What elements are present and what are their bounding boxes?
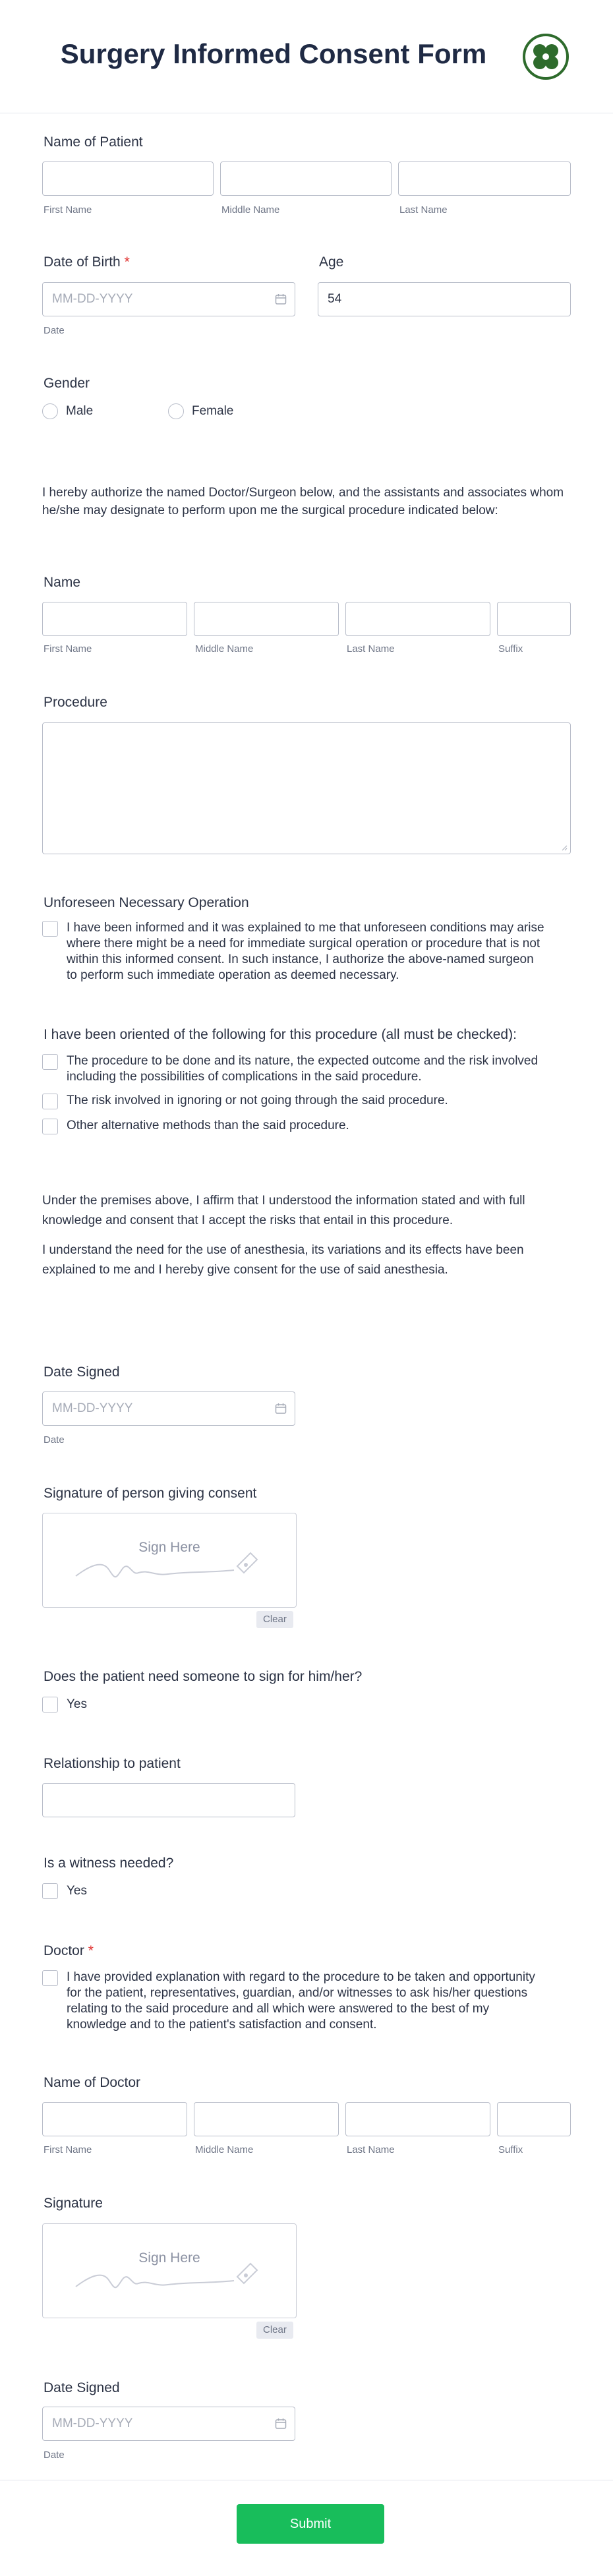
unforeseen-line: to perform such immediate operation as deemed necessary. [67,968,399,982]
form-header [0,0,613,113]
required-mark: * [88,1943,94,1958]
gender-male-radio[interactable] [42,403,58,419]
doctor-name-label: Name of Doctor [44,2075,141,2090]
age-label: Age [319,254,344,270]
calendar-icon[interactable] [275,2418,287,2430]
oriented-checkbox-3[interactable] [42,1119,58,1134]
unforeseen-text[interactable] [67,920,574,983]
witness-yes-checkbox[interactable] [42,1883,58,1899]
patient-first-name-input[interactable] [42,161,214,196]
patient-last-name-input[interactable] [398,161,571,196]
dob-label-text: Date of Birth [44,254,121,270]
date-signed-input[interactable] [42,1391,295,1426]
premises-line: explained to me and I hereby give consent for the use of said anesthesia. [42,1263,448,1277]
doctor-first-name-input[interactable] [42,2102,187,2136]
patient-last-name-sublabel: Last Name [399,204,448,216]
gender-male-label[interactable]: Male [66,404,94,418]
surgeon-last-name-sublabel: Last Name [347,643,395,655]
doctor-line: I have provided explanation with regard to the procedure to be taken and opportunity [67,1970,535,1984]
oriented-item-3[interactable]: Other alternative methods than the said procedure. [67,1119,349,1132]
doctor-last-name-sublabel: Last Name [347,2144,395,2155]
dob-input[interactable] [42,282,295,316]
witness-label: Is a witness needed? [44,1856,174,1871]
signature-consent-clear-button[interactable]: Clear [256,1611,293,1628]
surgeon-last-name-input[interactable] [345,602,490,636]
surgeon-suffix-sublabel: Suffix [498,643,523,655]
authorize-text: I hereby authorize the named Doctor/Surgeon below, and the assistants and associates whom he/she may designate to perform upon me the surgical procedure indicated below: [42,486,564,517]
patient-first-name-sublabel: First Name [44,204,92,216]
patient-name-label: Name of Patient [44,134,143,150]
need-someone-label: Does the patient need someone to sign for him/her? [44,1669,363,1684]
doctor-middle-name-sublabel: Middle Name [195,2144,254,2155]
oriented-item-line: including the possibilities of complications in the said procedure. [67,1070,422,1084]
doctor-last-name-input[interactable] [345,2102,490,2136]
oriented-item-line: The procedure to be done and its nature, the expected outcome and the risk involved [67,1054,539,1068]
doctor-suffix-sublabel: Suffix [498,2144,523,2155]
signature-consent-pad[interactable] [42,1513,297,1608]
signature-squiggle-icon [69,2250,274,2297]
gender-label: Gender [44,376,90,391]
oriented-item-2[interactable]: The risk involved in ignoring or not going through the said procedure. [67,1094,448,1107]
clover-logo-icon [522,33,569,80]
dob-sublabel: Date [44,325,65,336]
premises-line: knowledge and consent that I accept the risks that entail in this procedure. [42,1214,453,1227]
surgeon-first-name-input[interactable] [42,602,187,636]
signature-doctor-label: Signature [44,2196,103,2211]
oriented-item-1[interactable] [67,1053,574,1085]
doctor-statement[interactable] [67,1970,574,2033]
surgeon-name-label: Name [44,575,81,590]
need-someone-yes-checkbox[interactable] [42,1697,58,1712]
signature-doctor-clear-button[interactable]: Clear [256,2322,293,2339]
date-signed-sublabel: Date [44,1434,65,1446]
doctor-label-text: Doctor [44,1943,84,1958]
relationship-input[interactable] [42,1783,295,1817]
resize-handle-icon[interactable] [561,844,568,851]
surgeon-middle-name-input[interactable] [194,602,339,636]
witness-yes-label[interactable]: Yes [67,1884,87,1898]
premises-line: I understand the need for the use of anesthesia, its variations and its effects have been [42,1243,524,1257]
doctor-first-name-sublabel: First Name [44,2144,92,2155]
signature-squiggle-icon [69,1540,274,1586]
gender-female-radio[interactable] [168,403,184,419]
unforeseen-line: within this informed consent. In such instance, I authorize the above-named surgeon [67,952,534,966]
date-signed-2-label: Date Signed [44,2380,120,2395]
oriented-checkbox-2[interactable] [42,1094,58,1109]
date-signed-2-input[interactable] [42,2407,295,2441]
signature-consent-label: Signature of person giving consent [44,1486,257,1501]
dob-placeholder: MM-DD-YYYY [52,292,133,306]
gender-female-label[interactable]: Female [192,404,234,418]
unforeseen-label: Unforeseen Necessary Operation [44,895,249,910]
date-signed-2-placeholder: MM-DD-YYYY [52,2416,133,2430]
unforeseen-line: where there might be a need for immediate surgical operation or procedure that is not [67,937,540,951]
doctor-middle-name-input[interactable] [194,2102,339,2136]
surgeon-first-name-sublabel: First Name [44,643,92,655]
sign-here-hint: Sign Here [138,1540,200,1555]
date-signed-2-sublabel: Date [44,2449,65,2461]
premises-paragraph-2 [42,1241,583,1280]
calendar-icon[interactable] [275,1403,287,1415]
premises-line: Under the premises above, I affirm that I understood the information stated and with full [42,1194,525,1208]
doctor-label [44,1943,94,1959]
procedure-textarea[interactable] [42,722,571,854]
calendar-icon[interactable] [275,293,287,305]
signature-doctor-pad[interactable] [42,2223,297,2318]
oriented-label: I have been oriented of the following for this procedure (all must be checked): [44,1027,517,1042]
date-signed-label: Date Signed [44,1364,120,1380]
doctor-line: relating to the said procedure and all which were answered to the best of my [67,2002,490,2016]
need-someone-yes-label[interactable]: Yes [67,1697,87,1711]
dob-label [44,254,130,270]
oriented-checkbox-1[interactable] [42,1054,58,1070]
relationship-label: Relationship to patient [44,1756,181,1771]
patient-middle-name-sublabel: Middle Name [221,204,280,216]
age-value: 54 [328,292,342,306]
doctor-checkbox[interactable] [42,1970,58,1986]
sign-here-hint: Sign Here [138,2250,200,2266]
surgeon-middle-name-sublabel: Middle Name [195,643,254,655]
doctor-suffix-input[interactable] [497,2102,571,2136]
required-mark: * [124,254,130,270]
page-title: Surgery Informed Consent Form [60,38,487,69]
premises-paragraph-1 [42,1191,583,1231]
unforeseen-checkbox[interactable] [42,921,58,937]
date-signed-placeholder: MM-DD-YYYY [52,1401,133,1415]
unforeseen-line: I have been informed and it was explained to me that unforeseen conditions may arise [67,921,544,935]
doctor-line: knowledge and to the patient's satisfaction and consent. [67,2018,377,2032]
doctor-line: for the patient, representatives, guardian, and/or witnesses to ask his/her questions [67,1986,528,2000]
patient-middle-name-input[interactable] [220,161,392,196]
age-input[interactable] [318,282,571,316]
surgeon-suffix-input[interactable] [497,602,571,636]
submit-button[interactable]: Submit [237,2504,384,2544]
procedure-label: Procedure [44,695,107,710]
